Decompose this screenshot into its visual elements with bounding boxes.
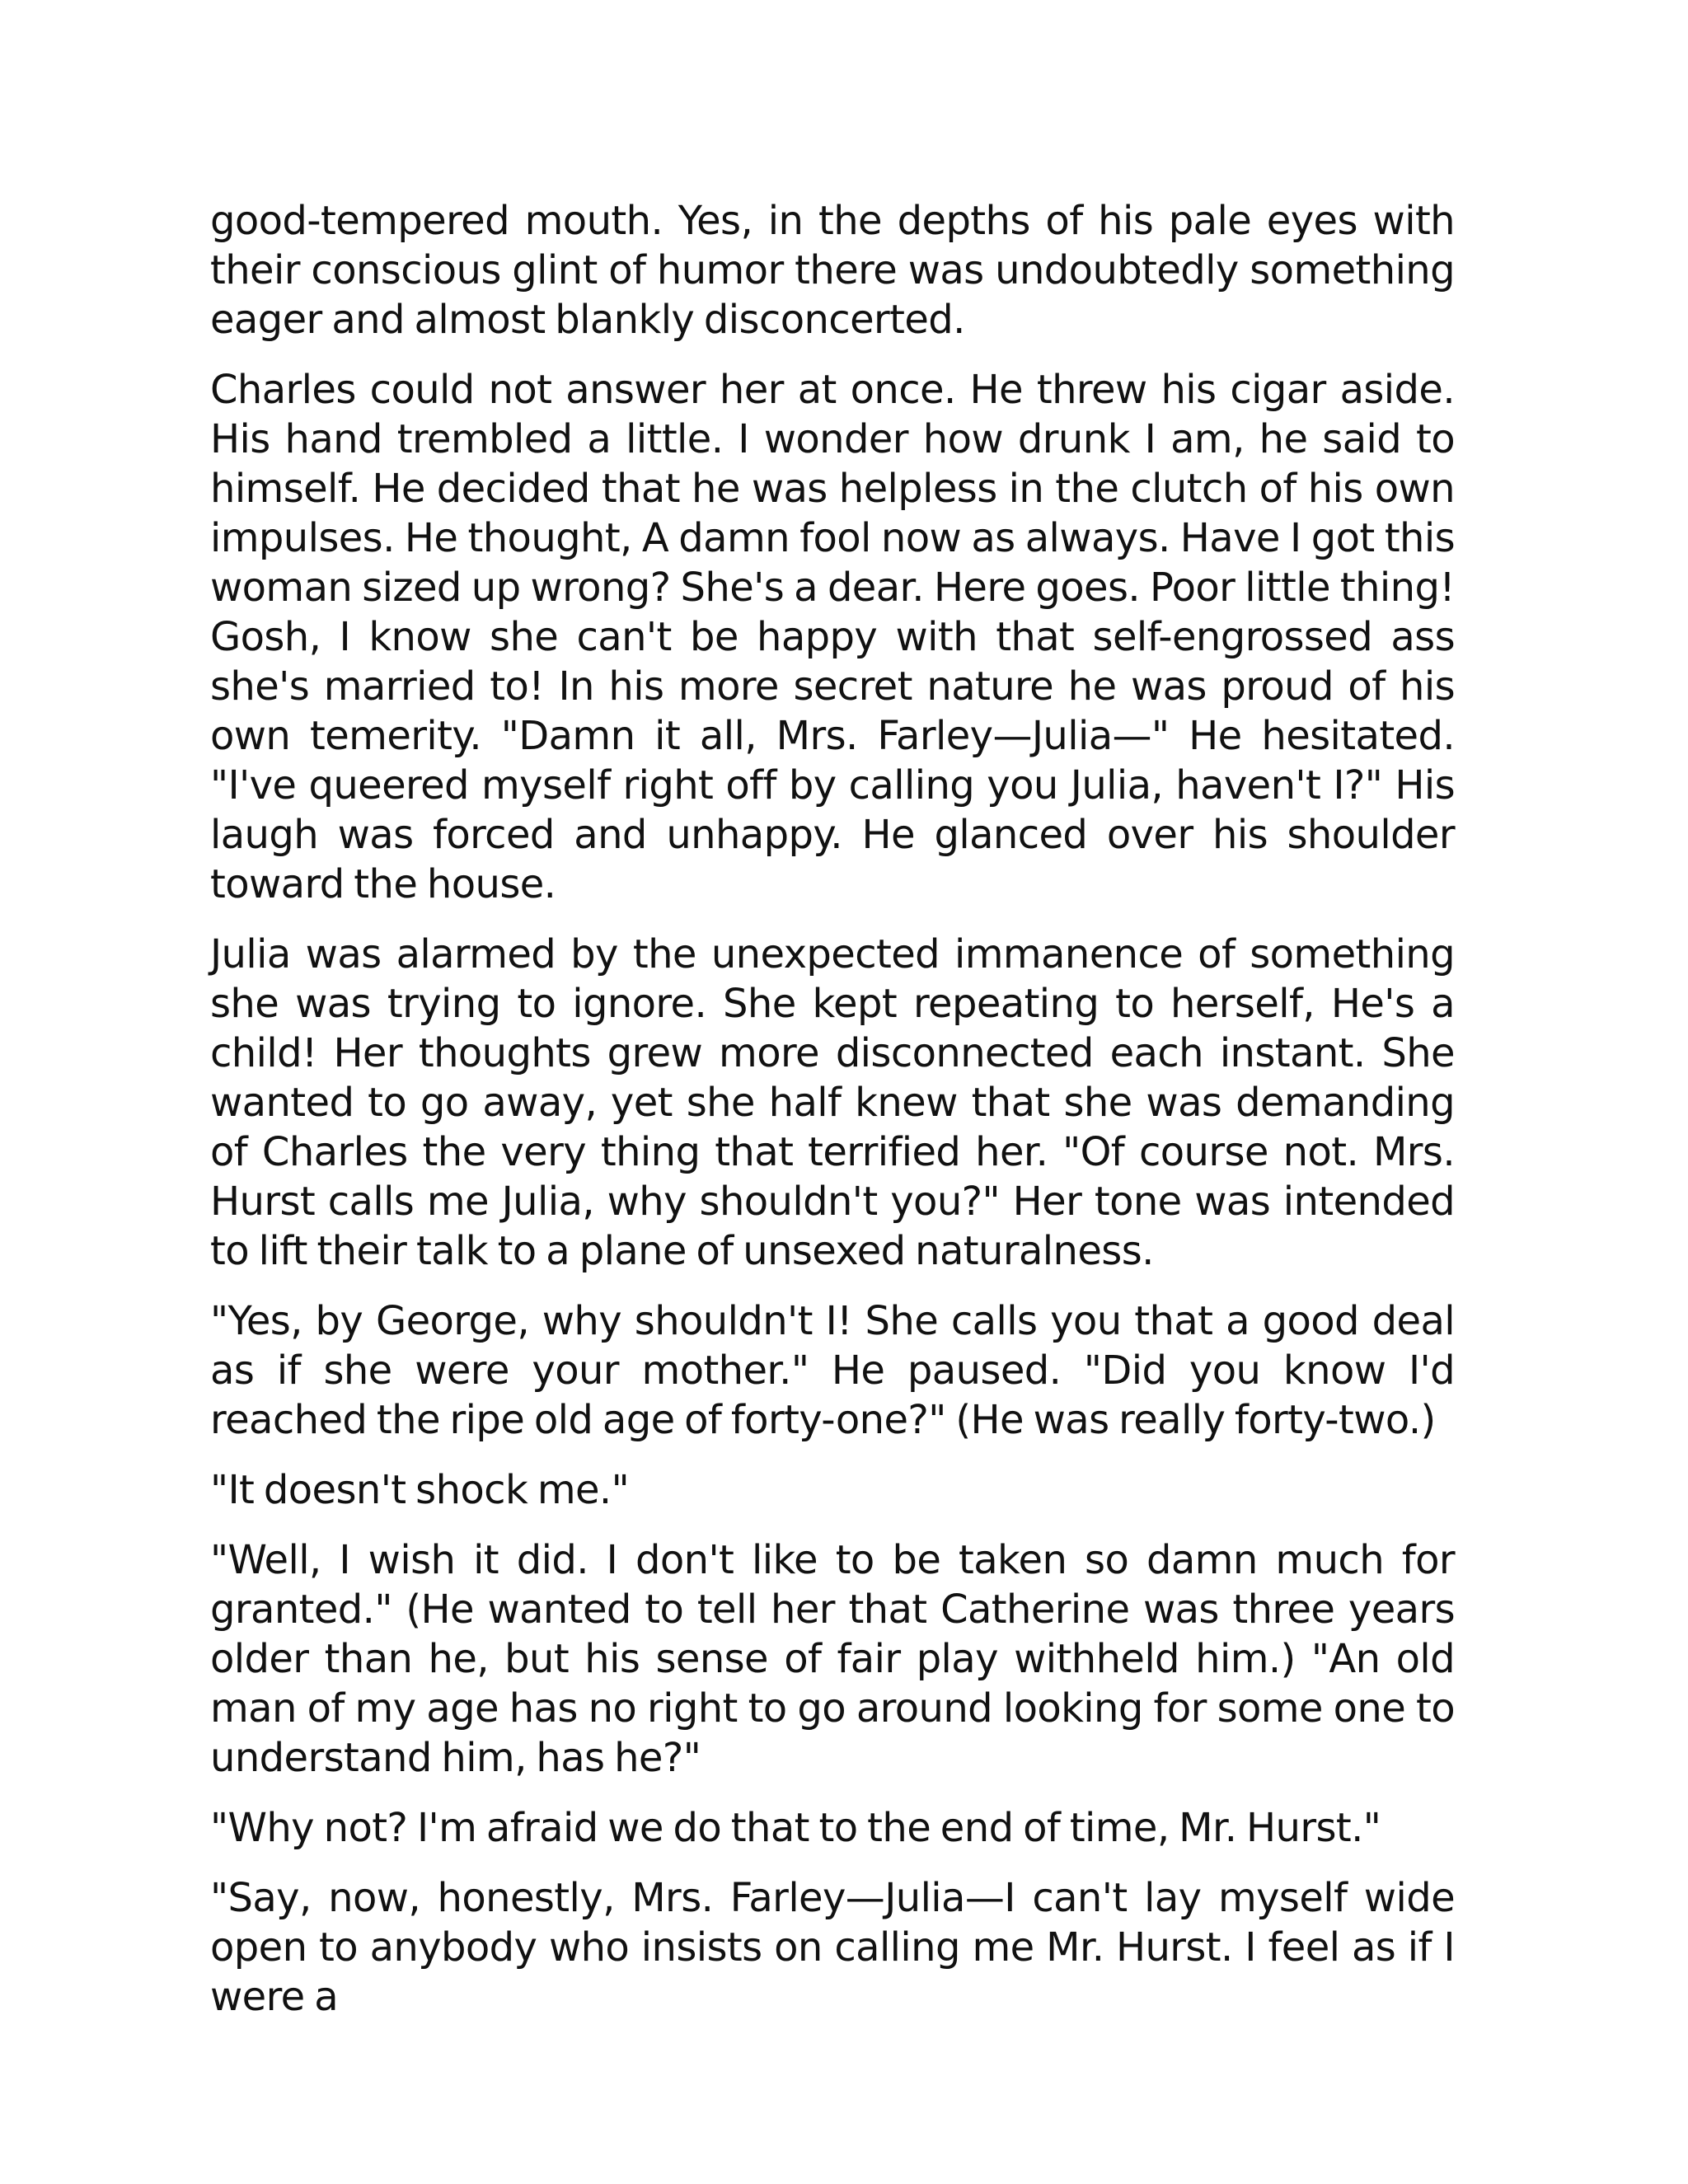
- paragraph-4: "Yes, by George, why shouldn't I! She calls you that a good deal as if she were your mother." He paused. "Did you know I'd reached the ripe old age of forty-one?" (He was really forty-two.): [210, 1298, 1455, 1443]
- paragraph-5: "It doesn't shock me.": [210, 1467, 630, 1513]
- paragraph-8: "Say, now, honestly, Mrs. Farley—Julia—I can't lay myself wide open to anybody who insists on calling me Mr. Hurst. I feel as if I were a: [210, 1875, 1455, 2020]
- paragraph-1: good-tempered mouth. Yes, in the depths of his pale eyes with their conscious glint of humor there was undoubtedly something eager and almost blankly disconcerted.: [210, 198, 1455, 343]
- paragraph-7: "Why not? I'm afraid we do that to the end of time, Mr. Hurst.": [210, 1805, 1381, 1851]
- paragraph-2: Charles could not answer her at once. He threw his cigar aside. His hand trembled a little. I wonder how drunk I am, he said to himself. He decided that he was helpless in the clutch of his own impulses. He thought, A damn fool now as always. Have I got this woman sized up wrong? She's a dear. Here goes. Poor little thing! Gosh, I know she can't be happy with that self-engrossed ass she's married to! In his more secret nature he was proud of his own temerity. "Damn it all, Mrs. Farley—Julia—" He hesitated. "I've queered myself right off by calling you Julia, haven't I?" His laugh was forced and unhappy. He glanced over his shoulder toward the house.: [210, 367, 1455, 907]
- paragraph-3: Julia was alarmed by the unexpected immanence of something she was trying to ignore. She kept repeating to herself, He's a child! Her thoughts grew more disconnected each instant. She wanted to go away, yet she half knew that she was demanding of Charles the very thing that terrified her. "Of course not. Mrs. Hurst calls me Julia, why shouldn't you?" Her tone was intended to lift their talk to a plane of unsexed naturalness.: [210, 931, 1455, 1274]
- document-page: [210, 196, 1455, 2042]
- paragraph-6: "Well, I wish it did. I don't like to be taken so damn much for granted." (He wanted to tell her that Catherine was three years older than he, but his sense of fair play withheld him.) "An old man of my age has no right to go around looking for some one to understand him, has he?": [210, 1537, 1455, 1781]
